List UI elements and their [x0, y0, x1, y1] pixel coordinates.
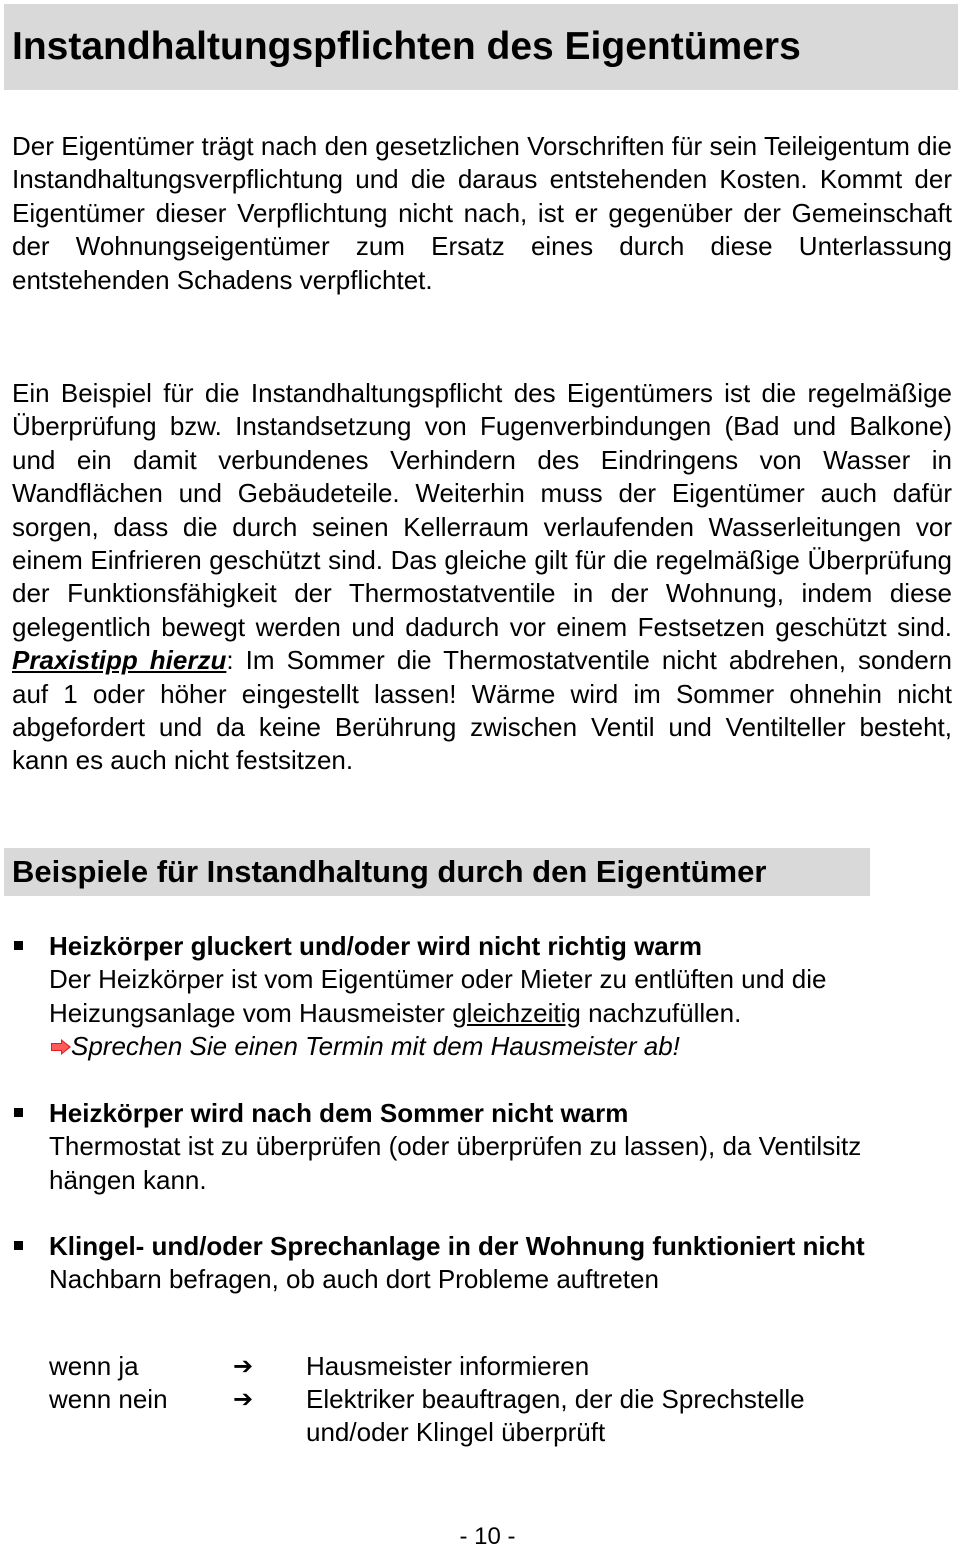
list-item-body: [49, 930, 929, 1064]
list-item-text: [49, 963, 929, 1030]
title-banner: [4, 4, 958, 90]
square-bullet-icon: [14, 1108, 23, 1117]
list-item-body: [49, 1230, 929, 1297]
intro-paragraph: Der Eigentümer trägt nach den gesetzlichen Vorschriften für sein Teileigentum die Instandhaltungsverpflichtung und die daraus entstehenden Kosten. Kommt der Eigentümer dieser Verpflichtung nicht nach, ist er gegenüber der Gemeinschaft der Wohnungseigentümer zum Ersatz eines durch diese Unterlassung entstehenden Schadens verpflichtet.: [12, 131, 952, 295]
square-bullet-icon: [14, 941, 23, 950]
condition-action: Hausmeister informieren: [306, 1351, 590, 1381]
red-arrow-icon: [51, 1039, 71, 1055]
list-item-title: Klingel- und/oder Sprechanlage in der Wohnung funktioniert nicht: [49, 1231, 865, 1261]
hint-line: [49, 1030, 929, 1063]
condition-label: wenn ja: [49, 1351, 139, 1381]
list-item-text: Nachbarn befragen, ob auch dort Probleme auftreten: [49, 1264, 659, 1295]
section-banner: [4, 848, 870, 896]
list-item-body: [49, 1097, 929, 1197]
page-number: - 10 -: [459, 1523, 516, 1550]
list-item-title: Heizkörper gluckert und/oder wird nicht richtig warm: [49, 931, 702, 961]
page-title: Instandhaltungspflichten des Eigentümers: [12, 25, 801, 68]
emphasis-underlined: gleichzeitig: [452, 997, 581, 1028]
example-paragraph: [12, 377, 952, 778]
right-arrow-icon: ➔: [233, 1353, 254, 1380]
practice-tip-text: : Im Sommer die Thermostatventile nicht abdrehen, sondern auf 1 oder höher eingestellt lassen! Wärme wird im Sommer ohnehin nicht abgefordert und da keine Berührung zwischen Ventil und Ventilteller besteht, kann es auch nicht festsitzen.: [12, 645, 952, 776]
condition-action: Elektriker beauftragen, der die Sprechstelle und/oder Klingel überprüft: [306, 1384, 805, 1448]
list-item-text-end: nachzufüllen.: [580, 997, 742, 1028]
square-bullet-icon: [14, 1241, 23, 1250]
section-title: Beispiele für Instandhaltung durch den Eigentümer: [12, 854, 767, 889]
list-item-title: Heizkörper wird nach dem Sommer nicht warm: [49, 1098, 629, 1128]
condition-label: wenn nein: [49, 1384, 168, 1414]
practice-tip-label: Praxistipp hierzu: [12, 645, 227, 676]
right-arrow-icon: ➔: [233, 1386, 254, 1413]
list-item-text: Thermostat ist zu überprüfen (oder überprüfen zu lassen), da Ventilsitz hängen kann.: [49, 1131, 862, 1195]
hint-text: Sprechen Sie einen Termin mit dem Hausmeister ab!: [71, 1031, 680, 1062]
example-paragraph-main: Ein Beispiel für die Instandhaltungspflicht des Eigentümers ist die regelmäßige Überprüfung bzw. Instandsetzung von Fugenverbindungen (Bad und Balkone) und ein damit verbundenes Verhindern des Eindringens von Wasser in Wandflächen und Gebäudeteile. Weiterhin muss der Eigentümer auch dafür sorgen, dass die durch seinen Kellerraum verlaufenden Wasserleitungen vor einem Einfrieren geschützt sind. Das gleiche gilt für die regelmäßige Überprüfung der Funktionsfähigkeit der Thermostatventile in der Wohnung, indem diese gelegentlich bewegt werden und dadurch vor einem Festsetzen geschützt sind.: [12, 378, 952, 642]
list-item-text-start: Der Heizkörper ist vom Eigentümer oder Mieter zu entlüften und die Heizungsanlage vom Hausmeister: [49, 964, 827, 1028]
